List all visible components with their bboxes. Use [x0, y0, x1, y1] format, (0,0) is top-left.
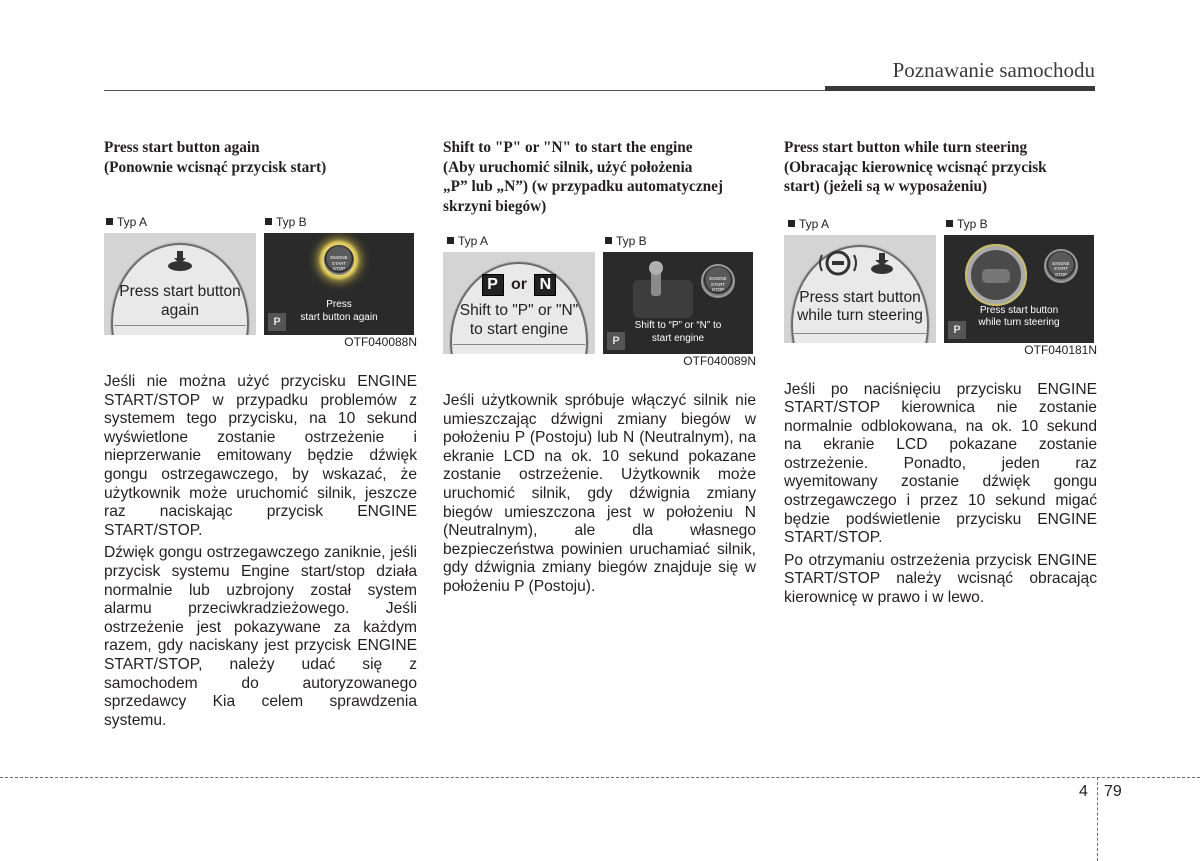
lcd-type-a — [784, 235, 936, 343]
gear-p-icon: P — [482, 274, 504, 296]
figure-label-type-a: Typ A — [106, 215, 147, 229]
figure-press-start-turn-steering — [784, 216, 1097, 357]
gear-n-icon: N — [534, 274, 556, 296]
lcd-message: Shift to “P” or “N” to start engine — [634, 320, 722, 344]
section-heading: Shift to "P" or "N" to start the engine (Aby uruchomić silnik, użyć położenia „P” lub „N”) (w przypadku automatycznej skrzyni biegów) — [443, 139, 724, 215]
start-button-icon — [166, 247, 194, 273]
footer-rule — [0, 777, 1200, 778]
section-shift-p-or-n — [443, 138, 756, 597]
lcd-type-a — [104, 233, 256, 335]
figure-label-type-a: Typ A — [788, 217, 829, 231]
figure-label-type-b: Typ B — [605, 234, 647, 248]
lcd-message: Press start button while turn steering — [978, 304, 1060, 328]
section-press-start-turn-steering — [784, 138, 1097, 608]
paragraph: Po otrzymaniu ostrzeżenia przycisk ENGINE START/STOP należy wcisnąć obracając kierownicę w prawo i w lewo. — [784, 551, 1097, 607]
chapter-number: 4 — [1079, 783, 1088, 800]
park-indicator-icon: P — [268, 313, 286, 331]
figure-label-type-a: Typ A — [447, 234, 488, 248]
section-heading: Press start button again (Ponownie wcisnąć przycisk start) — [104, 139, 327, 176]
paragraph: Jeśli po naciśnięciu przycisku ENGINE START/STOP kierownica nie zostanie normalnie odblokowana, na ok. 10 sekund na ekranie LCD pokazane zostanie ostrzeżenie. Ponadto, jeden raz wyemitowany zostanie dźwięk gongu ostrzegawczego i przez 10 sekund migać będzie podświetlenie przycisku ENGINE START/STOP. — [784, 380, 1097, 547]
figure-label-type-b: Typ B — [265, 215, 307, 229]
lcd-type-b — [264, 233, 414, 335]
footer-divider — [1097, 777, 1098, 861]
figure-code: OTF040088N — [344, 335, 417, 349]
paragraph: Jeśli nie można użyć przycisku ENGINE START/STOP w przypadku problemów z systemem tego przycisku, na 10 sekund wyświetlone zostanie ostrzeżenie i nieprzerwanie emitowany będzie dźwięk gongu ostrzegawczego, by wskazać, że użytkownik może uruchomić silnik, jeszcze raz naciskając przycisk ENGINE START/STOP. — [104, 373, 417, 539]
steering-wheel-and-start-icon — [818, 249, 902, 277]
paragraph: Dźwięk gongu ostrzegawczego zaniknie, jeśli przycisk systemu Engine start/stop działa normalnie lub uzbrojony został system alarmu przeciwkradzieżowego. Jeśli ostrzeżenie jest pokazywane za każdym razem, gdy naciskany jest przycisk ENGINE START/STOP, należy udać się z samochodem do autoryzowanego sprzedawcy Kia celem sprawdzenia systemu. — [104, 544, 417, 729]
section-heading: Press start button while turn steering (Obracając kierownicę wcisnąć przycisk start) (jeżeli są w wyposażeniu) — [784, 139, 1047, 195]
gear-indicator: P or N — [443, 274, 595, 296]
figure-shift-p-or-n — [443, 234, 756, 368]
lcd-message: Press start button while turn steering — [797, 288, 923, 324]
figure-label-type-b: Typ B — [946, 217, 988, 231]
park-indicator-icon: P — [607, 332, 625, 350]
figure-code: OTF040089N — [683, 354, 756, 368]
header-rule-accent — [825, 86, 1095, 91]
lcd-message: Press start button again — [119, 283, 241, 319]
figure-code: OTF040181N — [1024, 342, 1097, 357]
steering-wheel-icon — [956, 239, 1036, 309]
engine-start-stop-button-icon: ENGINE START STOP — [322, 243, 356, 277]
park-indicator-icon: P — [948, 321, 966, 339]
lcd-type-b — [603, 252, 753, 354]
lcd-message: Press start button again — [300, 299, 378, 323]
section-press-start-again — [104, 138, 417, 730]
paragraph: Jeśli użytkownik spróbuje włączyć silnik nie umieszczając dźwigni zmiany biegów w położeniu P (Postoju) lub N (Neutralnym), na ekranie LCD na ok. 10 sekund pokazane zostanie ostrzeżenie. Użytkownik może uruchomić silnik, gdy dźwignia zmiany biegów umieszczona jest w położeniu N (Neutralnym), ale dla własnego bezpieczeństwa powinien uruchamiać silnik, gdy dźwignia zmiany biegów znajduje się w położeniu P (Postoju). — [443, 392, 756, 595]
lcd-message: Shift to "P" or "N" to start engine — [459, 302, 579, 338]
section-body — [443, 392, 756, 597]
engine-start-stop-button-icon: ENGINE START STOP — [701, 264, 735, 298]
lcd-type-b — [944, 235, 1094, 343]
gear-lever-icon — [623, 260, 703, 320]
lcd-type-a — [443, 252, 595, 354]
engine-start-stop-button-icon: ENGINE START STOP — [1044, 249, 1078, 283]
section-body — [784, 381, 1097, 608]
page-number: 79 — [1104, 783, 1122, 800]
section-body — [104, 373, 417, 730]
figure-press-start-again — [104, 215, 417, 349]
page-header-title: Poznawanie samochodu — [892, 58, 1095, 82]
